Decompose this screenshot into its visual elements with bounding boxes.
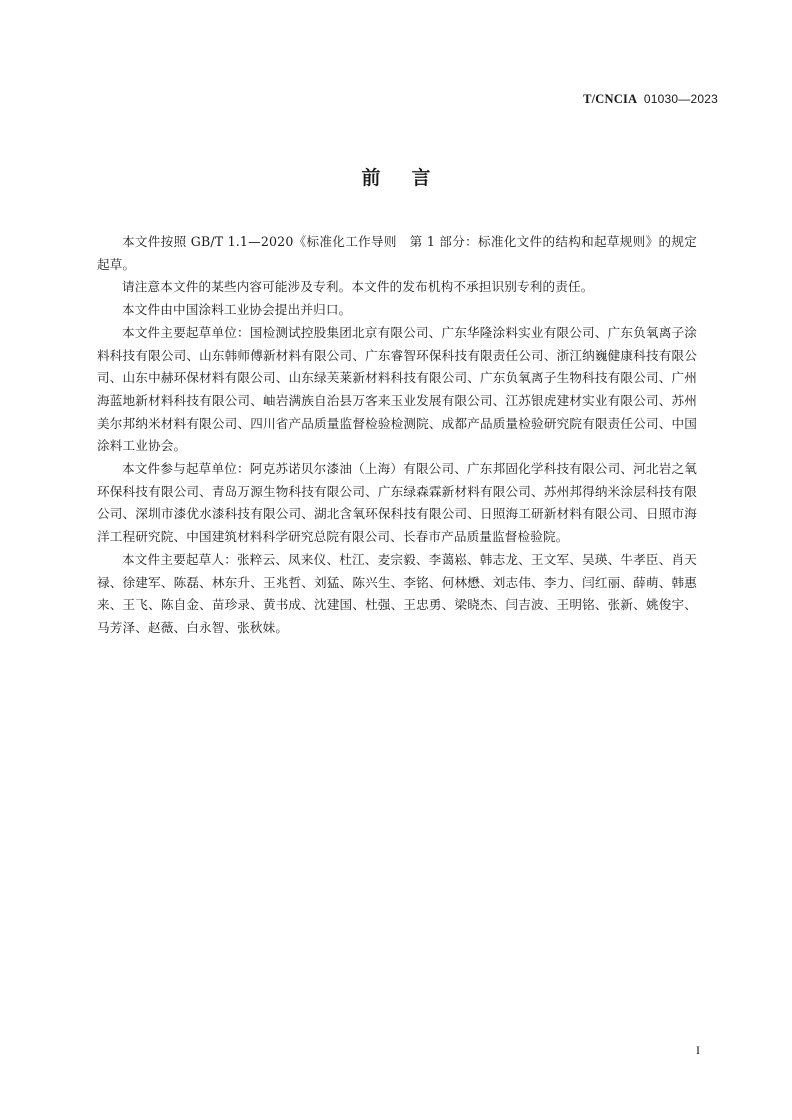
- paragraph-main-drafting-units: 本文件主要起草单位：国检测试控股集团北京有限公司、广东华隆涂料实业有限公司、广东负氧离子涂料科技有限公司、山东韩师傅新材料有限公司、广东睿智环保科技有限责任公司、浙江纳巍健康科技有限公司、山东中赫环保材料有限公司、山东绿芙莱新材料科技有限公司、广东负氧离子生物科技有限公司、广州海蓝地新材料科技有限公司、岫岩满族自治县万客来玉业发展有限公司、江苏银虎建材实业有限公司、苏州美尔邦纳米材料有限公司、四川省产品质量监督检验检测院、成都产品质量检验研究院有限责任公司、中国涂料工业协会。: [97, 324, 697, 454]
- page-title: 前言: [361, 167, 462, 189]
- standard-code: T/CNCIA: [583, 92, 637, 106]
- paragraph-participating-units: 本文件参与起草单位：阿克苏诺贝尔漆油（上海）有限公司、广东邦固化学科技有限公司、河北岩之氧环保科技有限公司、青岛万源生物科技有限公司、广东绿森霖新材料有限公司、苏州邦得纳米涂层科技有限公司、深圳市漆优水漆科技有限公司、湖北含氧环保科技有限公司、日照海工研新材料有限公司、日照市海洋工程研究院、中国建筑材料科学研究总院有限公司、长春市产品质量监督检验院。: [97, 461, 697, 545]
- page-number: I: [696, 1043, 700, 1057]
- standard-number-header: [583, 92, 718, 107]
- foreword-body: [97, 231, 697, 640]
- paragraph-drafting-rules: 本文件按照 GB/T 1.1—2020《标准化工作导则 第 1 部分：标准化文件的结构和起草规则》的规定起草。: [97, 234, 697, 272]
- paragraph-main-drafters: 本文件主要起草人：张粹云、凤来仪、杜江、麦宗毅、李蔼崧、韩志龙、王文军、吴瑛、牛孝臣、肖天禄、徐建军、陈磊、林东升、王兆哲、刘猛、陈兴生、李铭、何林懋、刘志伟、李力、闫红丽、薛萌、韩惠来、王飞、陈自金、苗珍录、黄书成、沈建国、杜强、王忠勇、梁晓杰、闫吉波、王明铭、张新、姚俊宇、马芳泽、赵薇、白永智、张秋妹。: [97, 551, 697, 635]
- paragraph-patent-notice: 请注意本文件的某些内容可能涉及专利。本文件的发布机构不承担识别专利的责任。: [122, 279, 594, 295]
- standard-number: 01030—2023: [643, 92, 718, 106]
- paragraph-proposer: 本文件由中国涂料工业协会提出并归口。: [122, 302, 352, 318]
